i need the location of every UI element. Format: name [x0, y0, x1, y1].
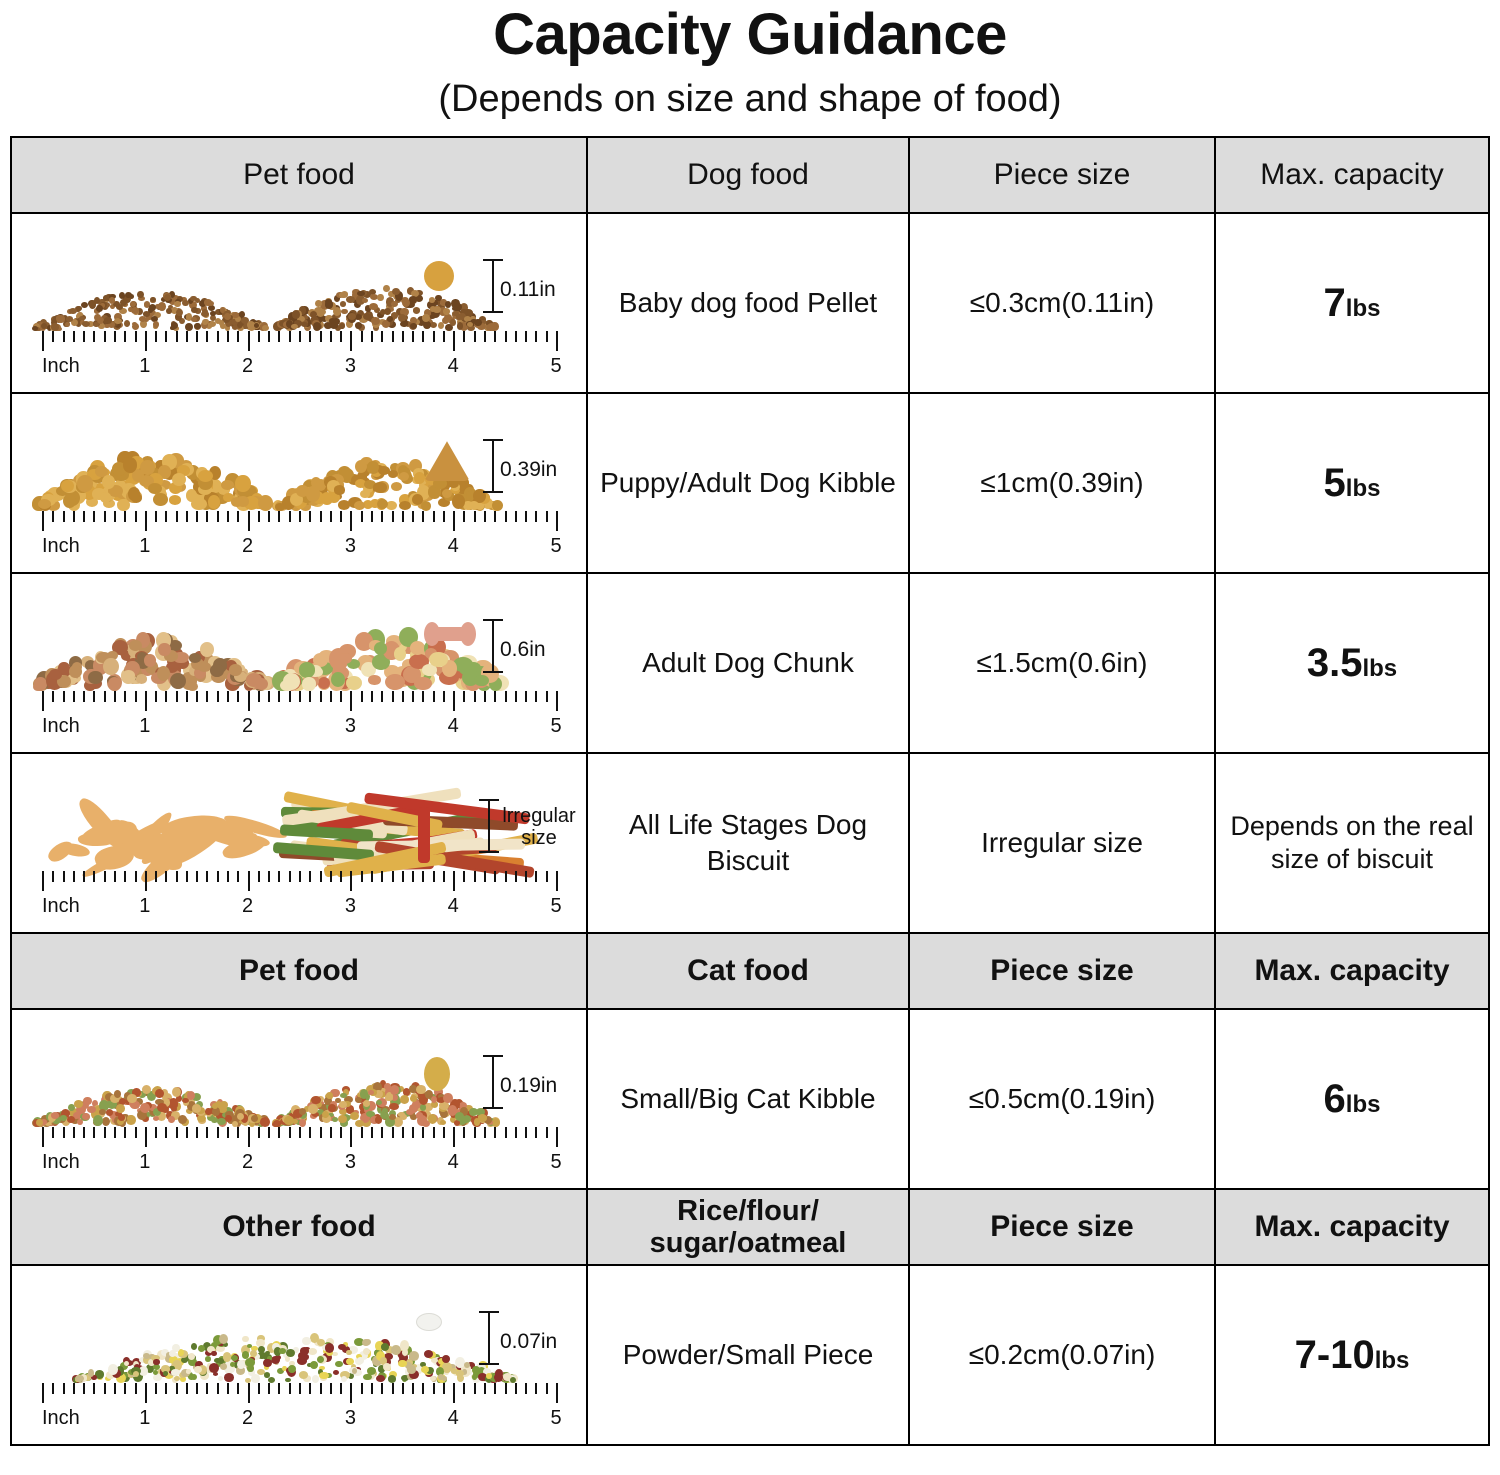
single-piece-sample [424, 621, 468, 665]
header-pet-food: Pet food [11, 933, 587, 1009]
max-capacity: Depends on the real size of biscuit [1215, 753, 1489, 933]
food-piles [12, 219, 586, 331]
ruler [42, 691, 562, 747]
piece-size: ≤0.3cm(0.11in) [909, 213, 1215, 393]
single-piece-sample [424, 1057, 468, 1101]
header-cat-food: Cat food [587, 933, 909, 1009]
ruler [42, 1383, 562, 1439]
header-rice-flour-line1: Rice/flour/ [677, 1194, 819, 1227]
food-pile-left [32, 1043, 262, 1127]
capacity-number: 7-10 [1294, 1332, 1375, 1377]
ruler-unit-label: Inch [42, 1407, 80, 1430]
capacity-unit: lbs [1345, 294, 1381, 322]
measure-label: 0.19in [500, 1074, 558, 1098]
table-row [11, 573, 1489, 753]
ruler-tick-label: 2 [242, 895, 254, 918]
single-piece-sample [424, 441, 468, 485]
food-sample-cell [11, 393, 587, 573]
max-capacity [1215, 393, 1489, 573]
header-max-capacity: Max. capacity [1215, 1189, 1489, 1265]
food-piles [12, 399, 586, 511]
ruler [42, 1127, 562, 1183]
ruler-tick-label: 5 [550, 535, 562, 558]
max-capacity [1215, 573, 1489, 753]
ruler-unit-label: Inch [42, 895, 80, 918]
measure-bracket-icon [488, 799, 490, 853]
header-max-capacity: Max. capacity [1215, 137, 1489, 213]
header-piece-size: Piece size [909, 1189, 1215, 1265]
food-name: Powder/Small Piece [587, 1265, 909, 1445]
ruler-tick-label: 5 [550, 895, 562, 918]
ruler-tick-label: 1 [139, 895, 151, 918]
measure-label: 0.39in [500, 458, 558, 482]
capacity-guidance-page [0, 2, 1500, 1475]
capacity-number: 5 [1323, 460, 1346, 505]
ruler-unit-label: Inch [42, 1151, 80, 1174]
piece-size: Irregular size [909, 753, 1215, 933]
header-pet-food: Pet food [11, 137, 587, 213]
capacity-unit: lbs [1374, 1346, 1410, 1374]
ruler-unit-label: Inch [42, 715, 80, 738]
ruler-tick-label: 3 [344, 1151, 356, 1174]
food-sample-cell [11, 213, 587, 393]
ruler-tick-label: 2 [242, 715, 254, 738]
capacity-unit: lbs [1362, 654, 1398, 682]
food-pile-left [32, 247, 262, 331]
table-row [11, 753, 1489, 933]
ruler-tick-label: 3 [344, 535, 356, 558]
food-piles [12, 579, 586, 691]
measure-label: 0.6in [500, 638, 546, 662]
ruler-unit-label: Inch [42, 535, 80, 558]
ruler-tick-label: 4 [447, 715, 459, 738]
max-capacity [1215, 1265, 1489, 1445]
ruler-tick-label: 3 [344, 355, 356, 378]
header-piece-size: Piece size [909, 137, 1215, 213]
food-name: All Life Stages Dog Biscuit [587, 753, 909, 933]
max-capacity [1215, 213, 1489, 393]
header-rice-flour [587, 1189, 909, 1265]
header-rice-flour-line2: sugar/oatmeal [649, 1227, 847, 1260]
food-piles [12, 759, 586, 871]
table-row [11, 213, 1489, 393]
header-other-food: Other food [11, 1189, 587, 1265]
ruler-tick-label: 2 [242, 535, 254, 558]
capacity-unit: lbs [1345, 1090, 1381, 1118]
piece-size: ≤0.2cm(0.07in) [909, 1265, 1215, 1445]
header-max-capacity: Max. capacity [1215, 933, 1489, 1009]
page-title: Capacity Guidance [493, 2, 1007, 67]
measure-bracket-icon [492, 619, 494, 673]
table-header-dog [11, 137, 1489, 213]
ruler-tick-label: 1 [139, 715, 151, 738]
measure-label: 0.07in [500, 1330, 558, 1354]
food-pile-left [32, 607, 262, 691]
capacity-number: 6 [1323, 1076, 1346, 1121]
ruler-tick-label: 4 [447, 1151, 459, 1174]
ruler-tick-label: 4 [447, 355, 459, 378]
ruler-tick-label: 2 [242, 1407, 254, 1430]
table-header-other [11, 1189, 1489, 1265]
food-pile-left [32, 427, 262, 511]
food-piles [12, 1271, 586, 1383]
single-piece-sample [418, 807, 462, 851]
ruler [42, 871, 562, 927]
table-row [11, 393, 1489, 573]
ruler-tick-label: 5 [550, 355, 562, 378]
food-name: Small/Big Cat Kibble [587, 1009, 909, 1189]
measure-bracket-icon [492, 259, 494, 313]
measure-label: lrregular size [502, 805, 576, 850]
ruler-tick-label: 3 [344, 1407, 356, 1430]
ruler-tick-label: 2 [242, 355, 254, 378]
measure-label: 0.11in [500, 278, 556, 302]
ruler [42, 511, 562, 567]
single-piece-sample [416, 1313, 460, 1357]
ruler-tick-label: 1 [139, 1407, 151, 1430]
ruler-tick-label: 1 [139, 535, 151, 558]
table-header-cat [11, 933, 1489, 1009]
food-pile-left [32, 785, 262, 871]
food-sample-cell [11, 1009, 587, 1189]
header-dog-food: Dog food [587, 137, 909, 213]
ruler-tick-label: 3 [344, 895, 356, 918]
capacity-number: 7 [1323, 280, 1346, 325]
piece-size: ≤0.5cm(0.19in) [909, 1009, 1215, 1189]
food-name: Baby dog food Pellet [587, 213, 909, 393]
piece-size: ≤1.5cm(0.6in) [909, 573, 1215, 753]
food-name: Puppy/Adult Dog Kibble [587, 393, 909, 573]
food-name: Adult Dog Chunk [587, 573, 909, 753]
ruler [42, 331, 562, 387]
ruler-tick-label: 3 [344, 715, 356, 738]
piece-size: ≤1cm(0.39in) [909, 393, 1215, 573]
ruler-tick-label: 5 [550, 715, 562, 738]
food-sample-cell [11, 753, 587, 933]
food-sample-cell [11, 1265, 587, 1445]
header-piece-size: Piece size [909, 933, 1215, 1009]
max-capacity [1215, 1009, 1489, 1189]
ruler-tick-label: 2 [242, 1151, 254, 1174]
ruler-tick-label: 5 [550, 1151, 562, 1174]
ruler-tick-label: 1 [139, 355, 151, 378]
capacity-number: 3.5 [1306, 640, 1363, 685]
table-row [11, 1009, 1489, 1189]
capacity-unit: lbs [1345, 474, 1381, 502]
measure-bracket-icon [492, 1055, 494, 1109]
ruler-tick-label: 4 [447, 535, 459, 558]
food-piles [12, 1015, 586, 1127]
page-subtitle: (Depends on size and shape of food) [438, 77, 1062, 120]
ruler-tick-label: 4 [447, 1407, 459, 1430]
measure-bracket-icon [492, 439, 494, 493]
single-piece-sample [424, 261, 468, 305]
capacity-table [10, 136, 1490, 1446]
ruler-tick-label: 1 [139, 1151, 151, 1174]
ruler-tick-label: 4 [447, 895, 459, 918]
table-row [11, 1265, 1489, 1445]
measure-bracket-icon [488, 1311, 490, 1365]
food-sample-cell [11, 573, 587, 753]
ruler-tick-label: 5 [550, 1407, 562, 1430]
ruler-unit-label: Inch [42, 355, 80, 378]
